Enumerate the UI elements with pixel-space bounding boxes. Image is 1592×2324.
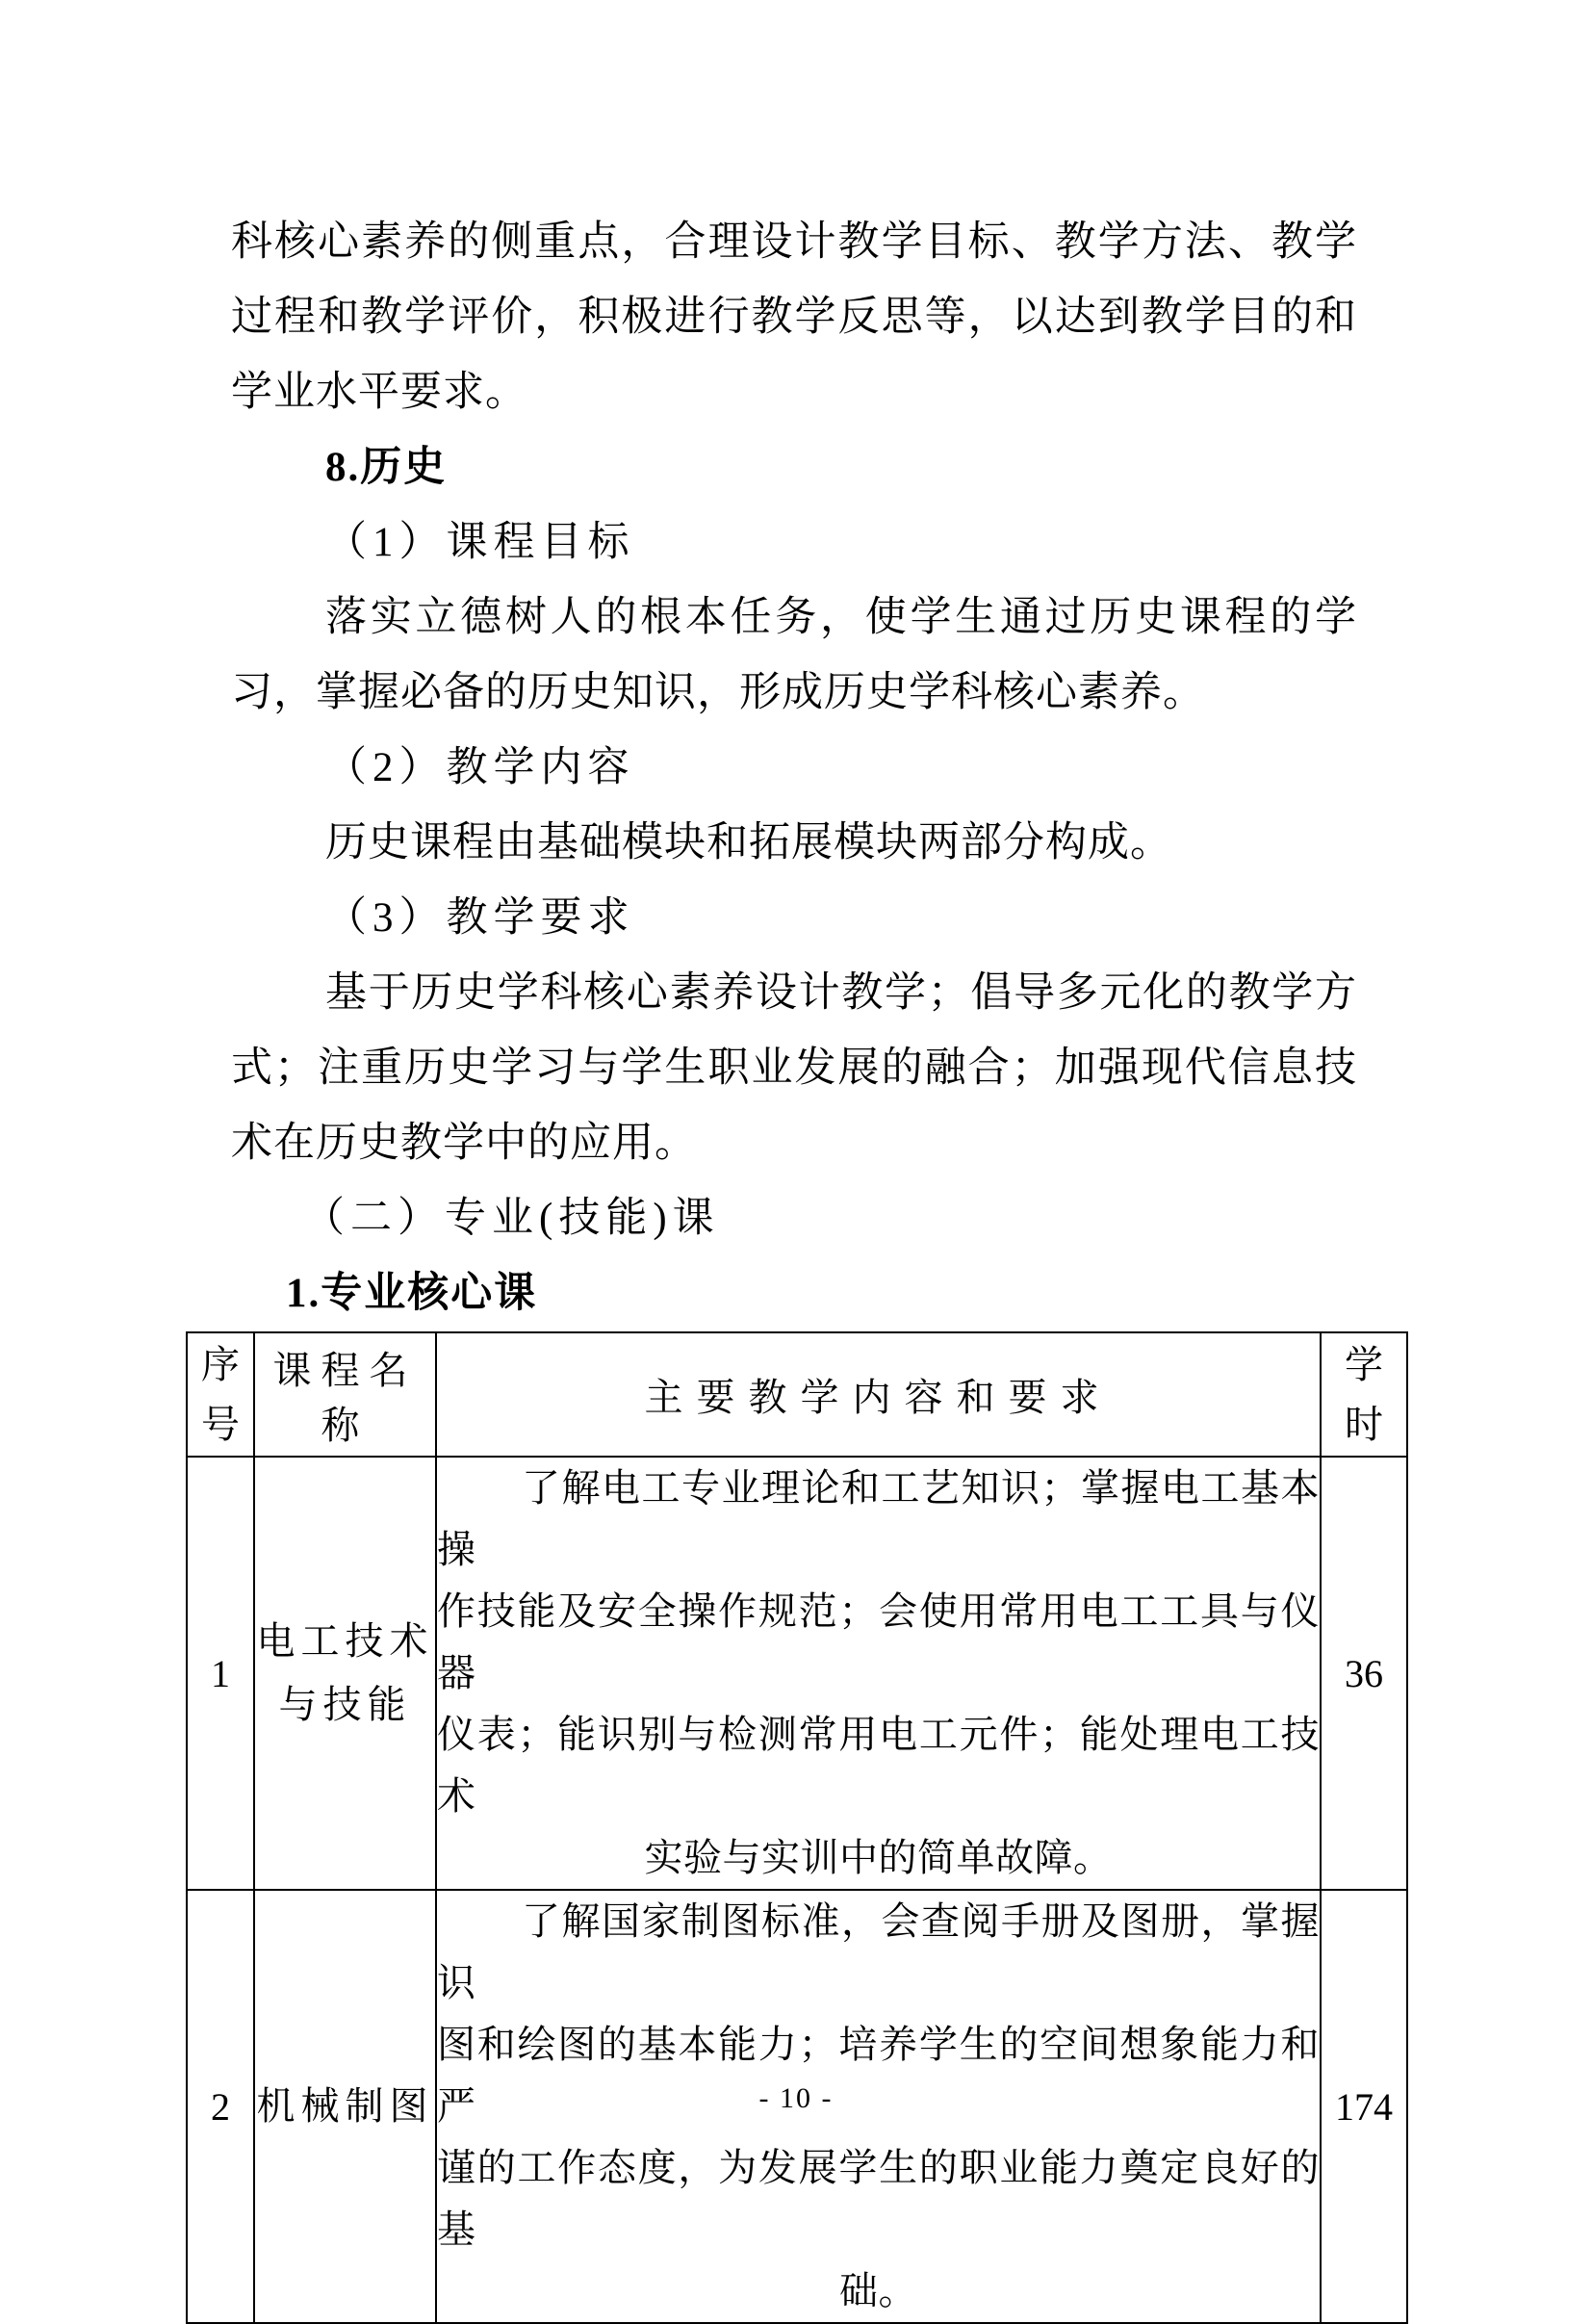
content-line: 谨的工作态度，为发展学生的职业能力奠定良好的基 [437, 2146, 1320, 2251]
section-heading-history: 8.历史 [325, 445, 448, 490]
core-course-table [186, 1331, 1408, 2324]
body-line: 习，掌握必备的历史知识，形成历史学科核心素养。 [231, 670, 1205, 715]
col-header-course-name: 课程名称 [254, 1332, 436, 1457]
hours-cell: 36 [1321, 1457, 1407, 1890]
course-name-line: 电工技术 [256, 1619, 434, 1663]
body-line: 式；注重历史学习与学生职业发展的融合；加强现代信息技 [231, 1046, 1357, 1091]
body-line: 术在历史教学中的应用。 [231, 1121, 697, 1166]
section-heading-professional-skill-courses: （二）专业(技能)课 [303, 1196, 720, 1241]
course-name-line: 与技能 [278, 1683, 412, 1726]
page-number: - 10 - [758, 2082, 834, 2114]
content-cell [436, 1457, 1321, 1890]
content-line: 作技能及安全操作规范；会使用常用电工工具与仪器 [437, 1589, 1320, 1694]
body-line: 历史课程由基础模块和拓展模块两部分构成。 [325, 820, 1172, 865]
content-line: 了解国家制图标准，会查阅手册及图册，掌握识 [437, 1899, 1320, 2004]
row-index: 1 [187, 1457, 254, 1890]
course-name-cell [254, 1457, 436, 1890]
table-header-row [187, 1332, 1407, 1457]
col-header-hours-line: 时 [1345, 1402, 1383, 1446]
content-line: 实验与实训中的简单故障。 [644, 1836, 1113, 1879]
body-line: 科核心素养的侧重点，合理设计教学目标、教学方法、教学 [231, 219, 1357, 265]
col-header-content: 主要教学内容和要求 [436, 1332, 1321, 1457]
row-index: 2 [187, 1890, 254, 2323]
course-name-line: 机械制图 [256, 2084, 434, 2128]
table-row [187, 1457, 1407, 1890]
col-header-index [187, 1332, 254, 1457]
body-line: 落实立德树人的根本任务，使学生通过历史课程的学 [325, 595, 1357, 640]
section-heading-core-courses: 1.专业核心课 [286, 1271, 538, 1316]
content-line: 图和绘图的基本能力；培养学生的空间想象能力和严 [437, 2023, 1320, 2128]
col-header-index-line: 号 [201, 1402, 240, 1446]
body-line: 过程和教学评价，积极进行教学反思等，以达到教学目的和 [231, 295, 1357, 340]
col-header-hours-line: 学 [1345, 1342, 1383, 1386]
content-line: 础。 [839, 2269, 917, 2312]
subsection-heading-teaching-content: （2）教学内容 [325, 745, 635, 790]
subsection-heading-course-goal: （1）课程目标 [325, 520, 635, 565]
col-header-index-line: 序 [201, 1342, 240, 1386]
body-line: 学业水平要求。 [231, 370, 527, 415]
content-line: 了解电工专业理论和工艺知识；掌握电工基本操 [437, 1466, 1320, 1571]
subsection-heading-teaching-requirements: （3）教学要求 [325, 895, 635, 941]
body-line: 基于历史学科核心素养设计教学；倡导多元化的教学方 [325, 970, 1357, 1016]
col-header-hours [1321, 1332, 1407, 1457]
hours-cell: 174 [1321, 1890, 1407, 2323]
content-line: 仪表；能识别与检测常用电工元件；能处理电工技术 [437, 1713, 1320, 1818]
